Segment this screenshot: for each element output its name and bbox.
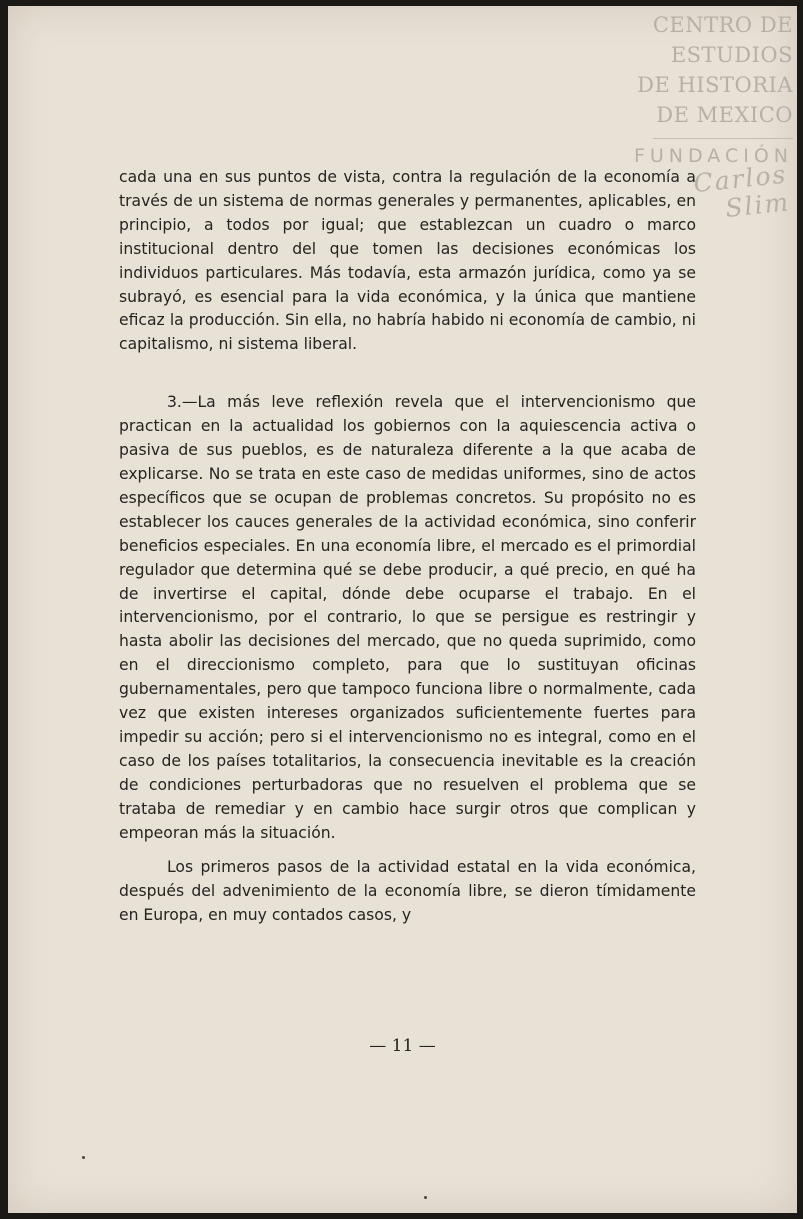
page-number: — 11 — bbox=[369, 1036, 436, 1056]
watermark-divider bbox=[653, 138, 793, 139]
paper-speck bbox=[424, 1196, 427, 1199]
watermark-line-4: DE MEXICO bbox=[656, 103, 793, 127]
paragraph-2: 3.—La más leve reflexión revela que el intervencionismo que practican en la actualidad los gobiernos con la aquiescencia activa o pasiva de sus pueblos, es de naturaleza diferente a la que acaba de explicarse. No se trata en este caso de medidas uniformes, sino de actos específicos que se ocupan de problemas concretos. Su propósito no es establecer los cauces generales de la actividad económica, sino conferir beneficios especiales. En una economía libre, el mercado es el primordial regulador que determina qué se debe producir, a qué precio, en qué ha de invertirse el capital, dónde debe ocuparse el trabajo. En el intervencionismo, por el contrario, lo que se persigue es restringir y hasta abolir las decisiones del mercado, que no queda suprimido, como en el direccionismo completo, para que lo sustituyan oficinas gubernamentales, pero que tampoco funciona libre o normalmente, cada vez que existen intereses organizados suficientemente fuertes para impedir su acción; pero si el intervencionismo no es integral, como en el caso de los países totalitarios, la consecuencia inevitable es la creación de condiciones perturbadoras que no resuelven el problema que se trataba de remediar y en cambio hace surgir otros que complican y empeoran más la situación. bbox=[119, 393, 696, 842]
body-text bbox=[119, 166, 696, 928]
document-page bbox=[8, 6, 797, 1213]
watermark-foundation: FUNDACIÓN bbox=[633, 145, 793, 167]
watermark-line-3: DE HISTORIA bbox=[637, 73, 793, 97]
paragraph-1: cada una en sus puntos de vista, contra la regulación de la economía a través de un sistema de normas generales y permanentes, aplicables, en principio, a todos por igual; que establezcan un cuadro o marco institucional dentro del que tomen las decisiones económicas los individuos particulares. Más todavía, esta armazón jurídica, como ya se subrayó, es esencial para la vida económica, y la única que mantiene eficaz la producción. Sin ella, no habría habido ni economía de cambio, ni capitalismo, ni sistema liberal. bbox=[119, 168, 696, 354]
watermark-line-2: ESTUDIOS bbox=[670, 43, 793, 67]
paragraph-3: Los primeros pasos de la actividad estatal en la vida económica, después del advenimiento de la economía libre, se dieron tímidamente en Europa, en muy contados casos, y bbox=[119, 858, 696, 925]
paper-speck bbox=[82, 1156, 85, 1159]
watermark-signature: Carlos Slim bbox=[692, 159, 792, 223]
watermark-line-1: CENTRO DE bbox=[652, 13, 793, 37]
